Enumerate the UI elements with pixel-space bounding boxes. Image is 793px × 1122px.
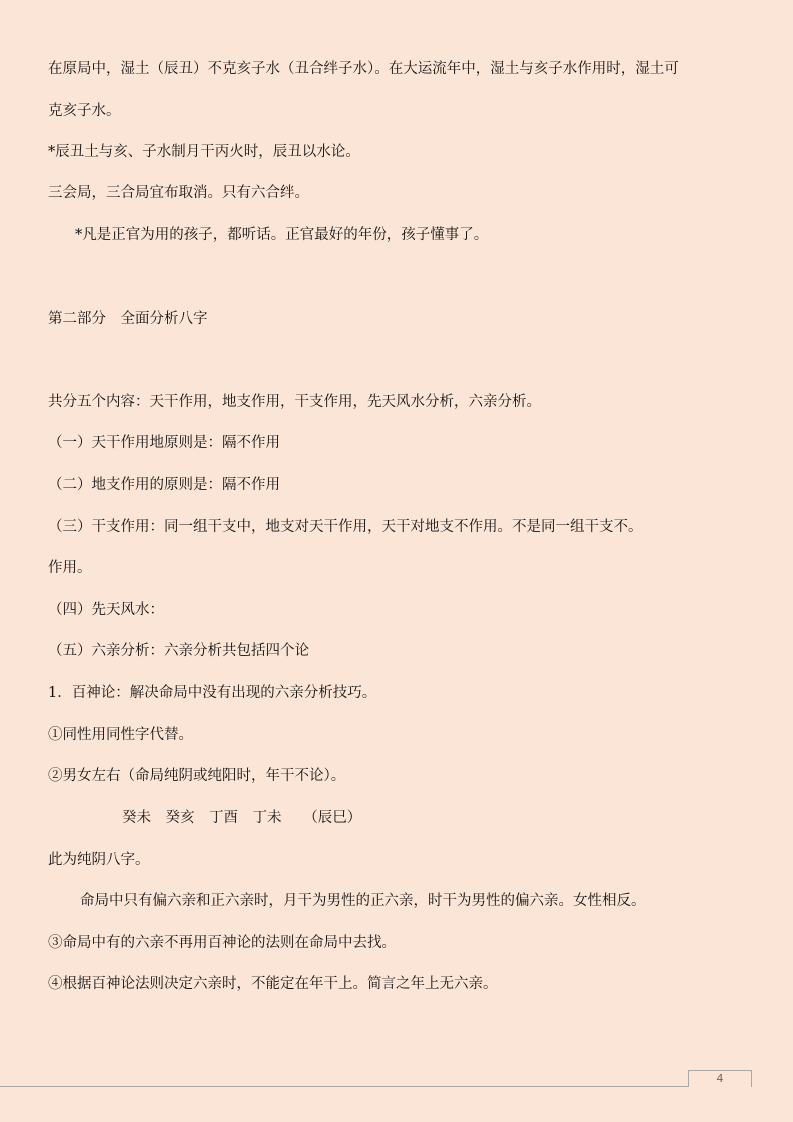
paragraph-line: *辰丑土与亥、子水制月干丙火时，辰丑以水论。 (48, 144, 360, 160)
paragraph-line: 此为纯阴八字。 (48, 852, 150, 868)
list-item: （二）地支作用的原则是：隔不作用 (48, 477, 280, 493)
list-item: ④根据百神论法则决定六亲时，不能定在年干上。简言之年上无六亲。 (48, 976, 498, 992)
list-item: ①同性用同性字代替。 (48, 727, 193, 743)
list-item: 1．百神论：解决命局中没有出现的六亲分析技巧。 (48, 685, 377, 701)
list-item: （五）六亲分析：六亲分析共包括四个论 (48, 643, 309, 659)
paragraph-line: *凡是正官为用的孩子，都听话。正官最好的年份，孩子懂事了。 (75, 227, 489, 243)
paragraph-line: 命局中只有偏六亲和正六亲时，月干为男性的正六亲，时干为男性的偏六亲。女性相反。 (80, 893, 646, 909)
list-item: ②男女左右（命局纯阴或纯阳时，年干不论）。 (48, 768, 346, 784)
list-item: ③命局中有的六亲不再用百神论的法则在命局中去找。 (48, 935, 396, 951)
footer-divider (0, 1086, 751, 1087)
bazi-example: 癸未 癸亥 丁酉 丁未 （辰巳） (122, 810, 362, 826)
paragraph-line: 共分五个内容：天干作用，地支作用，干支作用，先天风水分析，六亲分析。 (48, 394, 541, 410)
list-item: （三）干支作用：同一组干支中，地支对天干作用，天干对地支不作用。不是同一组干支不。 (48, 519, 643, 535)
list-item: （一）天干作用地原则是：隔不作用 (48, 435, 280, 451)
paragraph-line: 克亥子水。 (48, 103, 121, 119)
list-item: （四）先天风水： (48, 602, 164, 618)
page-number: 4 (688, 1070, 752, 1087)
paragraph-line: 作用。 (48, 560, 92, 576)
paragraph-line: 在原局中，湿土（辰丑）不克亥子水（丑合绊子水）。在大运流年中，湿土与亥子水作用时，湿土可 (48, 61, 679, 77)
paragraph-line: 三会局，三合局宜布取消。只有六合绊。 (48, 185, 309, 201)
section-heading: 第二部分 全面分析八字 (48, 311, 208, 327)
